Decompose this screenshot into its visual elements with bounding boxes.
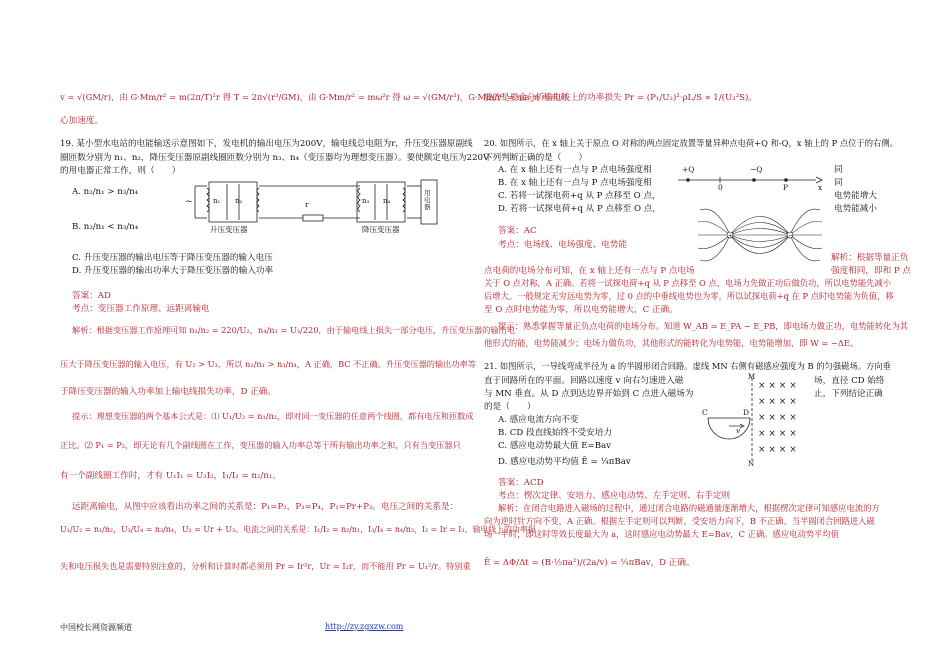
q21-answer: 答案：ACD bbox=[498, 478, 544, 488]
q19-option-c: C. 升压变压器的输出电压等于降压变压器的输入电压 bbox=[72, 253, 273, 263]
q19-tip-2: 正比。⑵ P₁ = P₂，即无论有几个副线圈在工作，变压器的输入功率总等于所有输出功率之和，只有当变压器只 bbox=[60, 440, 461, 450]
fig-n4-label: n₄ bbox=[383, 197, 391, 205]
q20-analysis-right-2: 强度相同，即和 P 点 bbox=[831, 266, 911, 276]
q21-stem-3-tail: 止，下列结论正确 bbox=[814, 389, 883, 399]
q20-analysis-right-1: 解析：根据等量正负 bbox=[831, 253, 909, 263]
fig-step-down-label: 降压变压器 bbox=[362, 225, 400, 234]
power-loss-line: 要的是要会分析输电线上的功率损失 Pr = (P₁/U₂)²·ρL/S ∝ 1/(U₂²S)。 bbox=[484, 93, 757, 103]
fig-r-label: r bbox=[305, 200, 309, 209]
gravity-formula-line: v = √(GM/r)，由 G·Mm/r² = m(2π/T)²r 得 T = 2π√(r³/GM)，由 G·Mm/r² = mω²r 得 ω = √(GM/r³)，G·Mm/r² = ma_n 可求向 bbox=[60, 92, 567, 102]
svg-text:× × × ×: × × × × bbox=[758, 445, 797, 455]
q21-kaodian: 考点：楞次定律、安培力、感应电动势、左手定则、右手定则 bbox=[498, 491, 731, 501]
q20-stem-1: 20. 如图所示，在 x 轴上关于原点 O 对称的两点固定放置等量异种点电荷+Q 和-Q，x 轴上的 P 点位于的右侧。 bbox=[484, 138, 898, 148]
fig-n1-label: n₁ bbox=[213, 197, 221, 205]
q21-analysis-3: 场一半时，即这时等效长度最大为 a，这时感应电动势最大 E=Bav，C 正确。感应电动势平均值 bbox=[484, 529, 839, 539]
footer-link[interactable]: http://zy.zgxzw.com bbox=[325, 622, 404, 631]
q20-tip-2: 他形式的能，电势能减少；电场力做负功，其他形式的能转化为电势能，电势能增加，即 W = −ΔE。 bbox=[484, 338, 859, 348]
q19-remote-2: U₁/U₂ = n₁/n₂，U₃/U₄ = n₃/n₄，U₂ = Ur + U₃。电流之间的关系是：I₁/I₂ = n₂/n₁，I₃/I₄ = n₄/n₃，I₂ = Ir = I₃。输电线上的功率损 bbox=[60, 525, 536, 534]
svg-text:+: + bbox=[727, 232, 733, 240]
q20-analysis-1: 点电荷的电场分布可知，在 x 轴上还有一点与 P 点电场 bbox=[484, 266, 695, 276]
q20-tip-1: 提示：熟悉掌握等量正负点电荷的电场分布。知道 W_AB = E_PA − E_PB，即电场力做正功，电势能转化为其 bbox=[498, 321, 909, 331]
q20-p-label: P bbox=[783, 183, 789, 192]
q20-analysis-4: 至 O 点时电势能为零，所以电势能增大，C 正确。 bbox=[484, 305, 678, 315]
gravity-formula-tail: 心加速度。 bbox=[60, 116, 103, 126]
svg-text:× × × ×: × × × × bbox=[758, 397, 797, 407]
q21-average-emf: Ē = ΔΦ/Δt = (B·½πa²)/(2a/v) = ¼πBav，D 正确。 bbox=[484, 558, 695, 568]
q20-option-c: C. 若将一试探电荷+q 从 P 点移至 O 点， bbox=[498, 191, 661, 201]
q21-c-label: C bbox=[702, 408, 708, 417]
q21-stem-4: 的是（ ） bbox=[484, 402, 536, 412]
q21-analysis-1: 解析：在闭合电路进入磁场的过程中，通过闭合电路的磁通量逐渐增大，根据楞次定律可知感应电流的方 bbox=[498, 503, 880, 513]
q21-option-b: B. CD 段直线始终不受安培力 bbox=[498, 428, 612, 438]
q20-option-d: D. 若将一试探电荷+q 从 P 点移至 O 点， bbox=[498, 204, 661, 214]
q19-analysis-3: 于降压变压器的输入功率加上输电线损失功率，D 正确。 bbox=[60, 387, 276, 397]
q21-m-label: M bbox=[748, 373, 756, 381]
q21-option-d: D. 感应电动势平均值 Ē = ¼πBav bbox=[498, 457, 631, 467]
q19-kaodian: 考点：变压器工作原理、远距离输电 bbox=[72, 304, 210, 314]
q20-x-label: x bbox=[818, 183, 823, 192]
q20-analysis-2: 关于 O 点对称，A 正确。若将一试探电荷+q 从 P 点移至 O 点，电场力先做正功后做负功，所以电势能先减小 bbox=[484, 278, 892, 288]
q21-option-c: C. 感应电动势最大值 E=Bav bbox=[498, 441, 611, 451]
q19-option-d: D. 升压变压器的输出功率大于降压变压器的输入功率 bbox=[72, 266, 274, 276]
dipole-field-lines bbox=[696, 204, 824, 266]
fig-load-label: 用电器 bbox=[424, 189, 431, 211]
q21-option-a: A. 感应电流方向不变 bbox=[498, 415, 579, 425]
q20-origin-label: 0 bbox=[718, 183, 723, 192]
q20-minus-q-label: −Q bbox=[750, 165, 763, 174]
svg-text:× × × ×: × × × × bbox=[758, 381, 797, 391]
q19-option-a: A. n₂/n₁ > n₃/n₄ bbox=[72, 187, 139, 197]
q20-stem-2: 下列判断正确的是（ ） bbox=[484, 153, 588, 163]
q20-option-a-tail: 同 bbox=[834, 165, 843, 175]
q19-tip-1: 提示：理想变压器的两个基本公式是：⑴ U₁/U₂ = n₁/n₂，即对同一变压器的任意两个线圈，都有电压和匝数成 bbox=[72, 411, 474, 421]
q21-n-label: N bbox=[748, 460, 755, 468]
q21-stem-3: 与 MN 垂直。从 D 点到达边界开始到 C 点进入磁场为 bbox=[484, 389, 694, 399]
svg-text:−: − bbox=[788, 232, 794, 240]
q19-remote-1: 远距离输电，从图中应该看出功率之间的关系是：P₁=P₂，P₃=P₄，P₁=Pr+P₃。电压之间的关系是： bbox=[72, 502, 459, 512]
q21-stem-2-tail: 场，直径 CD 始络 bbox=[814, 376, 885, 386]
fig-n2-label: n₂ bbox=[235, 197, 243, 205]
q19-stem-1: 19. 某小型水电站的电能输送示意图如下，发电机的输出电压为200V，输电线总电阻为r，升压变压器原副线 bbox=[60, 139, 473, 149]
q19-stem-2: 圈匝数分别为 n₁、n₂，降压变压器原副线圈匝数分别为 n₃、n₄（变压器均为理想变压器）。要使额定电压为220V bbox=[60, 153, 490, 163]
q21-stem-1: 21. 如图所示，一导线弯成半径为 a 的半圆形闭合回路。虚线 MN 右侧有磁感应强度为 B 的匀强磁场。方向垂 bbox=[484, 361, 891, 371]
q20-analysis-3: 后增大。一般规定无穷远电势为零，过 0 点的中垂线电势也为零，所以试探电荷+q 在 P 点时电势能为负值，移 bbox=[484, 291, 894, 301]
magnetic-field-diagram bbox=[702, 376, 812, 468]
q19-analysis-2: 压大于降压变压器的输入电压，有 U₂ > U₃，所以 n₂/n₁ > n₃/n₄，A 正确，BC 不正确。升压变压器的输出功率等 bbox=[60, 359, 476, 369]
q21-d-label: D bbox=[743, 408, 750, 417]
q20-plus-q-label: +Q bbox=[682, 165, 695, 174]
q20-option-d-tail: 电势能减小 bbox=[834, 204, 877, 214]
q19-analysis-1: 解析：根据变压器工作原理可知 n₁/n₂ = 220/U₂，n₄/n₃ = U₃/220，由于输电线上损失一部分电压，升压变压器的输出电 bbox=[72, 325, 515, 335]
svg-text:~: ~ bbox=[185, 197, 193, 207]
q19-answer: 答案：AD bbox=[72, 291, 111, 301]
q20-option-b-tail: 同 bbox=[834, 178, 843, 188]
q19-tip-3: 有一个副线圈工作时，才有 U₁I₁ = U₂I₂，I₁/I₂ = n₂/n₁。 bbox=[60, 471, 281, 481]
fig-n3-label: n₃ bbox=[362, 197, 370, 205]
q19-remote-3: 失和电压损失也是需要特别注意的，分析和计算时都必须用 Pr = Ir²r，Ur = I₂r，而不能用 Pr = U₁²/r。特别重 bbox=[60, 561, 471, 571]
fig-step-up-label: 升压变压器 bbox=[210, 225, 248, 234]
q20-option-c-tail: 电势能增大 bbox=[834, 191, 877, 201]
q19-option-b: B. n₂/n₁ < n₃/n₄ bbox=[72, 222, 139, 232]
q21-v-label: v bbox=[736, 426, 741, 435]
footer-source: 中国校长网资源频道 bbox=[60, 623, 132, 632]
q21-analysis-2: 向为逆时针方向不变，A 正确。根据左手定则可以判断，受安培力向下，B 不正确。当半圆闭合回路进入磁 bbox=[484, 516, 875, 526]
q20-kaodian: 考点：电场线、电场强度、电势能 bbox=[498, 240, 627, 250]
svg-text:× × × ×: × × × × bbox=[758, 429, 797, 439]
q19-stem-3: 的用电器正常工作，则（ ） bbox=[60, 166, 181, 176]
q20-axis-diagram bbox=[674, 166, 824, 196]
q20-answer: 答案：AC bbox=[498, 226, 537, 236]
q21-stem-2: 直于回路所在的平面。回路以速度 v 向右匀速进入磁 bbox=[484, 376, 684, 386]
q20-option-b: B. 在 x 轴上还有一点与 P 点电场强度相 bbox=[498, 178, 652, 188]
q20-option-a: A. 在 x 轴上还有一点与 P 点电场强度相 bbox=[498, 165, 652, 175]
svg-text:× × × ×: × × × × bbox=[758, 413, 797, 423]
